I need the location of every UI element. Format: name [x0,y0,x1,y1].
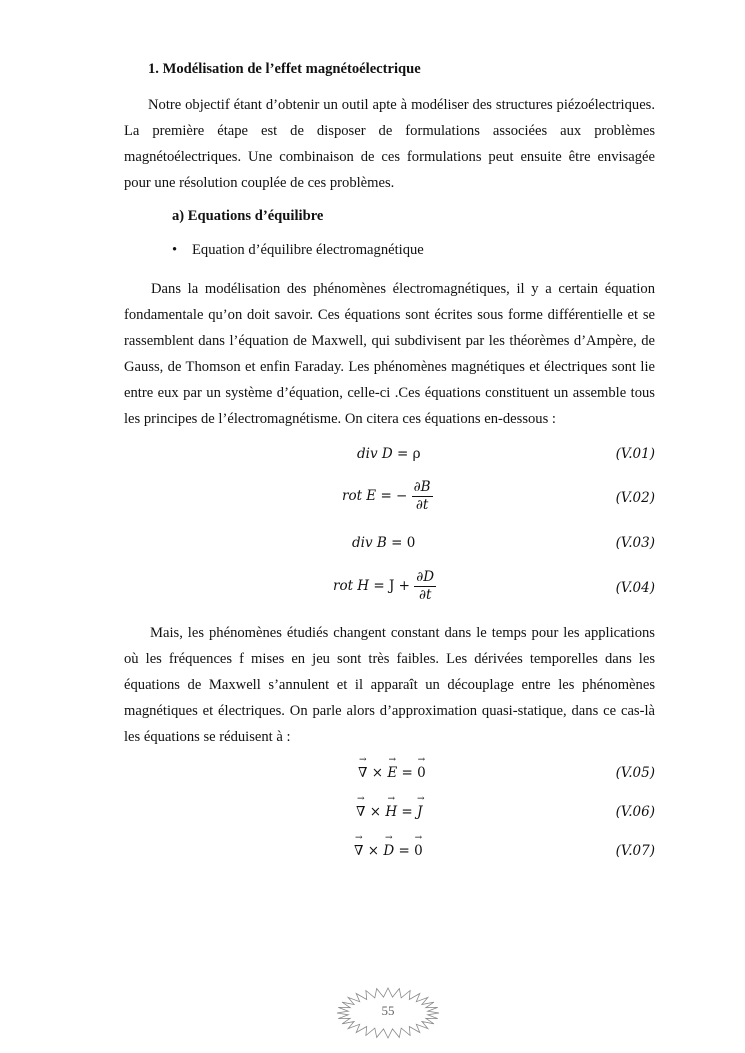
equation-lhs: div D [357,446,393,462]
nabla-vector: ∇ → [354,833,364,859]
fraction-denominator: ∂t [415,497,429,513]
field-vector: H → [385,794,398,820]
intro-first-sentence: Notre objectif étant d’obtenir un outil apte à modéliser des structures piézoélectriques. [148,97,655,113]
equation-rhs: = ρ [397,446,421,462]
vector-arrow-icon: → [414,833,423,843]
page-number-badge [336,987,440,1039]
equation-number: (V.07) [615,843,655,859]
equation-v05 [124,755,655,787]
cross-operator: × [369,804,382,820]
section-title: 1. Modélisation de l’effet magnétoélectrique [148,61,421,77]
vector-arrow-icon: → [387,794,395,804]
result-vector: 0 → [417,755,426,781]
fraction-numerator: ∂B [413,479,431,495]
fraction-denominator: ∂t [419,587,432,603]
nabla-vector: ∇ → [356,794,366,820]
cross-operator: × [371,765,384,781]
vector-arrow-icon: → [388,755,397,765]
equation-rhs: = 0 [391,535,416,551]
nabla-vector: ∇ → [358,755,368,781]
vector-arrow-icon: → [358,755,367,765]
equation-rhs: = J + [373,578,410,594]
equation-v02 [124,479,655,519]
vector-arrow-icon: → [417,794,425,804]
vector-arrow-icon: → [417,755,426,765]
field-vector: D → [383,833,395,859]
equation-number: (V.03) [615,535,655,551]
equation-lhs: rot E [342,488,377,504]
field-vector: E → [387,755,398,781]
equation-number: (V.04) [615,580,655,596]
bullet-icon: • [172,242,178,258]
equation-v04 [124,569,655,609]
equation-v06 [124,794,655,826]
fraction-numerator: ∂D [416,569,435,585]
equation-number: (V.01) [615,446,655,462]
bullet-text: Equation d’équilibre électromagnétique [192,242,424,258]
vector-arrow-icon: → [384,833,393,843]
vector-arrow-icon: → [356,794,365,804]
equals-sign: = [401,765,413,781]
page-number: 55 [381,1003,395,1018]
result-vector: 0 → [414,833,423,859]
intro-rest: La première étape est de disposer de formulations associées aux problèmes magnétoélectriques. Une combinaison de ces formulations peut ensuite être envisagée pour une résolution couplée de ces problèmes. [124,123,655,191]
subsection-title: a) Equations d’équilibre [172,208,324,224]
equation-lhs: rot H [333,578,370,594]
intro-paragraph [124,92,655,196]
equation-number: (V.05) [615,765,655,781]
equals-sign: = [401,804,413,820]
paragraph-maxwell-text: Dans la modélisation des phénomènes électromagnétiques, il y a certain équation fondamentale qu’on doit savoir. Ces équations sont écrites sous forme différentielle et se rassemblent dans l’équation de Maxwell, qui subdivisent par les théorèmes d’Ampère, de Gauss, de Thomson et enfin Faraday. Les phénomènes magnétiques et électriques sont lie entre eux par un système d’équation, celle-ci .Ces équations constituent un assemble tous les principes de l’électromagnétisme. On citera ces équations en-dessous : [124,281,655,427]
equation-number: (V.06) [615,804,655,820]
equals-sign: = [398,843,410,859]
equation-lhs: div B [352,535,387,551]
equation-rhs: = − [380,488,408,504]
bullet-item [172,242,424,259]
paragraph-quasistatic-text: Mais, les phénomènes étudiés changent constant dans le temps pour les applications où les fréquences f mises en jeu sont très faibles. Les dérivées temporelles dans les équations de Maxwell s’annulent et il apparaît un découplage entre les phénomènes magnétiques et électriques. On parle alors d’approximation quasi-statique, dans ce cas-là les équations se réduisent à : [124,625,655,745]
equation-v07 [124,833,655,865]
paragraph-maxwell [124,276,655,432]
result-vector: J → [417,794,425,820]
fraction [412,479,433,514]
paragraph-quasistatic [124,620,655,750]
fraction [414,569,436,604]
cross-operator: × [367,843,380,859]
equation-number: (V.02) [615,490,655,506]
vector-arrow-icon: → [354,833,363,843]
equation-v03 [124,535,655,555]
equation-v01 [124,446,655,466]
